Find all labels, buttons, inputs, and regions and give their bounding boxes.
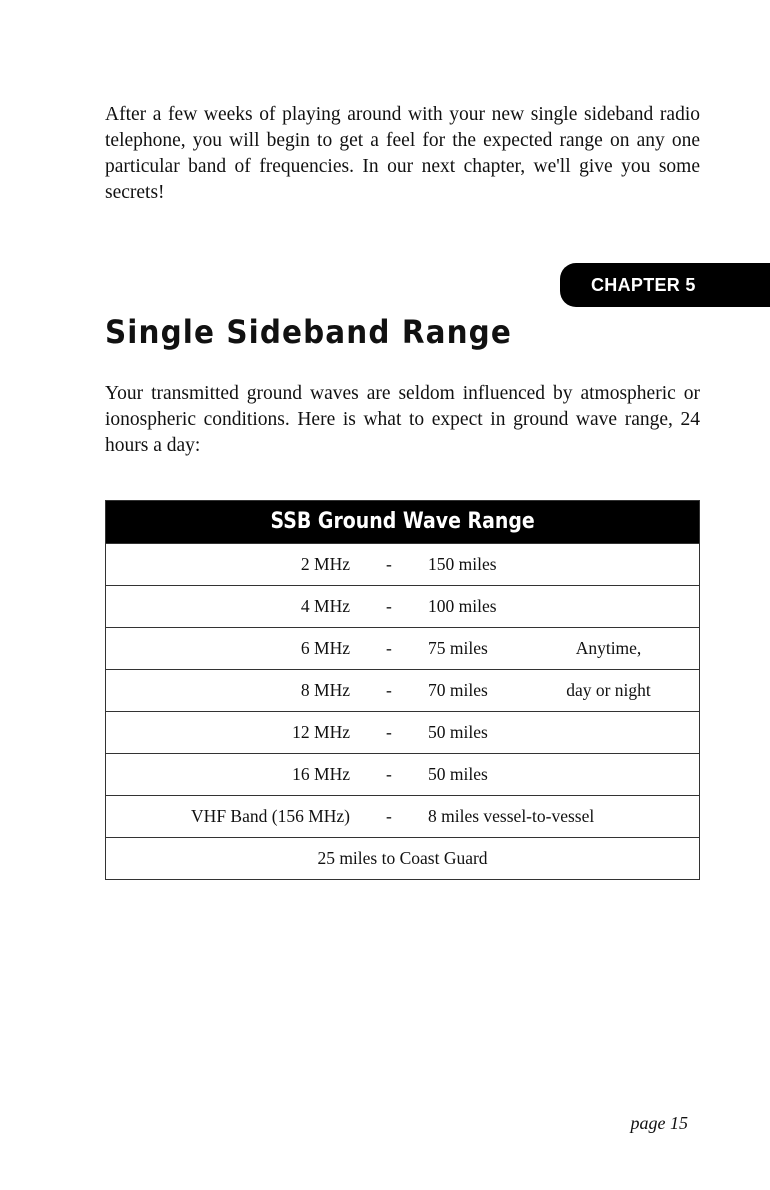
note-cell: day or night bbox=[566, 680, 651, 700]
separator-dash: - bbox=[386, 596, 392, 616]
table-row bbox=[106, 543, 699, 585]
table-header-label: SSB Ground Wave Range bbox=[270, 509, 535, 534]
ground-wave-range-table bbox=[105, 500, 700, 880]
frequency-cell: 6 MHz bbox=[300, 638, 350, 658]
table-row bbox=[106, 627, 699, 669]
note-cell: Anytime, bbox=[575, 638, 642, 658]
separator-dash: - bbox=[386, 722, 392, 742]
frequency-cell: VHF Band (156 MHz) bbox=[191, 806, 350, 826]
table-row bbox=[106, 753, 699, 795]
table-row bbox=[106, 711, 699, 753]
frequency-cell: 8 MHz bbox=[300, 680, 350, 700]
table-row bbox=[106, 669, 699, 711]
chapter-tab: CHAPTER 5 bbox=[560, 263, 770, 307]
range-cell: 50 miles bbox=[428, 764, 488, 784]
range-cell: 75 miles bbox=[428, 638, 488, 658]
separator-dash: - bbox=[386, 764, 392, 784]
range-cell: 70 miles bbox=[428, 680, 488, 700]
intro-paragraph: After a few weeks of playing around with your new single sideband radio telephone, you will begin to get a feel for the expected range on any one particular band of frequencies. In our next chapter, we'll give you some secrets! bbox=[105, 104, 700, 203]
table-row bbox=[106, 795, 699, 837]
table-row bbox=[106, 585, 699, 627]
frequency-cell: 4 MHz bbox=[300, 596, 350, 616]
separator-dash: - bbox=[386, 638, 392, 658]
frequency-cell: 2 MHz bbox=[300, 554, 350, 574]
page-number: page 15 bbox=[630, 1113, 688, 1133]
separator-dash: - bbox=[386, 680, 392, 700]
range-cell: 50 miles bbox=[428, 722, 488, 742]
range-cell: 150 miles bbox=[428, 554, 497, 574]
range-cell: 100 miles bbox=[428, 596, 497, 616]
section-title: Single Sideband Range bbox=[105, 313, 512, 351]
table-row bbox=[106, 837, 699, 879]
table-header bbox=[106, 501, 699, 543]
range-cell: 8 miles vessel-to-vessel bbox=[428, 806, 595, 826]
frequency-cell: 12 MHz bbox=[292, 722, 350, 742]
separator-dash: - bbox=[386, 806, 392, 826]
frequency-cell: 16 MHz bbox=[292, 764, 350, 784]
footer-cell: 25 miles to Coast Guard bbox=[317, 848, 488, 868]
separator-dash: - bbox=[386, 554, 392, 574]
body-paragraph: Your transmitted ground waves are seldom influenced by atmospheric or ionospheric conditions. Here is what to expect in ground wave range, 24 hours a day: bbox=[105, 383, 700, 456]
